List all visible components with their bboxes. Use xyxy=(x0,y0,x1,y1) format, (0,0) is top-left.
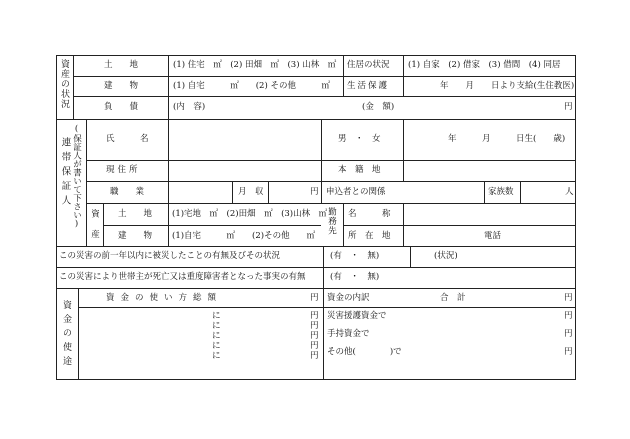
assets-debt-content: (内 容) xyxy=(173,102,206,112)
funds-ni-2: に xyxy=(212,321,221,331)
disaster-q1-answer: (有 ・ 無) xyxy=(330,251,380,261)
residence-label: 住居の状況 xyxy=(347,60,390,70)
funds-section-label: 資金の使途 xyxy=(61,300,71,370)
assets-land-options: (1) 住宅 ㎡ (2) 田畑 ㎡ (3) 山林 ㎡ xyxy=(173,60,337,70)
guarantor-gender: 男 ・ 女 xyxy=(338,134,381,144)
guarantor-work-label: 勤務先 xyxy=(326,207,337,236)
funds-source-3-yen: 円 xyxy=(564,347,573,357)
funds-usage-total-label: 資金の使い方総額 xyxy=(106,293,223,303)
funds-source-3: その他( )で xyxy=(327,347,402,357)
assets-building-label: 建 物 xyxy=(104,81,139,91)
guarantor-income-label: 月 収 xyxy=(238,187,264,197)
funds-ni-5: に xyxy=(212,351,221,361)
disaster-q2-answer: (有 ・ 無) xyxy=(330,272,380,282)
funds-source-1: 災害援護資金で xyxy=(327,311,387,321)
protection-value: 年 月 日より支給(生住教医) xyxy=(440,81,575,91)
funds-breakdown-label: 資金の内訳 xyxy=(327,293,370,303)
guarantor-work-name-label: 名 称 xyxy=(348,209,391,219)
funds-row-yen-5: 円 xyxy=(310,351,319,361)
guarantor-section-note: (保証人が書いて下さい) xyxy=(71,124,82,229)
protection-label: 生活保護 xyxy=(347,81,390,91)
funds-row-yen-3: 円 xyxy=(310,331,319,341)
assets-building-options: (1) 自宅 ㎡ (2) その他 ㎡ xyxy=(173,81,330,91)
guarantor-building-options: (1)自宅 ㎡ (2)その他 ㎡ xyxy=(172,231,316,241)
funds-ni-3: に xyxy=(212,331,221,341)
funds-source-1-yen: 円 xyxy=(564,311,573,321)
guarantor-address-label: 現住所 xyxy=(106,165,141,175)
guarantor-name-label: 氏 名 xyxy=(106,134,149,144)
guarantor-building-label: 建 物 xyxy=(118,231,153,241)
guarantor-occupation-label: 職 業 xyxy=(110,187,145,197)
funds-sum-yen: 円 xyxy=(564,293,573,303)
guarantor-phone-label: 電話 xyxy=(484,231,502,241)
guarantor-land-options: (1)宅地 ㎡ (2)田畑 ㎡ (3)山林 ㎡ xyxy=(172,209,328,219)
disaster-q1-status: (状況) xyxy=(434,251,458,261)
guarantor-family-unit: 人 xyxy=(565,187,574,197)
assets-debt-label: 負 債 xyxy=(104,102,139,112)
guarantor-family-label: 家族数 xyxy=(488,187,514,197)
funds-ni-1: に xyxy=(212,311,221,321)
guarantor-birth: 年 月 日生( 歳) xyxy=(448,134,566,144)
funds-row-yen-1: 円 xyxy=(310,311,319,321)
guarantor-work-address-label: 所 在 地 xyxy=(348,231,391,241)
funds-ni-4: に xyxy=(212,341,221,351)
guarantor-section-label: 連帯保証人 xyxy=(59,137,71,210)
assets-debt-amount: (金 額) xyxy=(362,102,395,112)
guarantor-domicile-label: 本 籍 地 xyxy=(338,165,381,175)
residence-options: (1) 自家 (2) 借家 (3) 借間 (4) 同居 xyxy=(408,60,561,70)
funds-row-yen-4: 円 xyxy=(310,341,319,351)
guarantor-relation-label: 申込者との関係 xyxy=(326,187,386,197)
funds-usage-yen: 円 xyxy=(310,293,319,303)
guarantor-income-unit: 円 xyxy=(310,187,319,197)
funds-source-2-yen: 円 xyxy=(564,329,573,339)
assets-section-label: 資産の状況 xyxy=(59,59,69,109)
assets-land-label: 土 地 xyxy=(104,60,139,70)
funds-row-yen-2: 円 xyxy=(310,321,319,331)
funds-sum-label: 合 計 xyxy=(440,293,466,303)
funds-source-2: 手持資金で xyxy=(327,329,370,339)
disaster-q2: この災害により世帯主が死亡又は重度障害者となった事実の有無 xyxy=(59,272,306,282)
guarantor-assets-label: 資産 xyxy=(89,209,100,250)
guarantor-land-label: 土 地 xyxy=(118,209,153,219)
assets-debt-unit: 円 xyxy=(564,102,573,112)
disaster-q1: この災害の前一年以内に被災したことの有無及びその状況 xyxy=(59,251,281,261)
